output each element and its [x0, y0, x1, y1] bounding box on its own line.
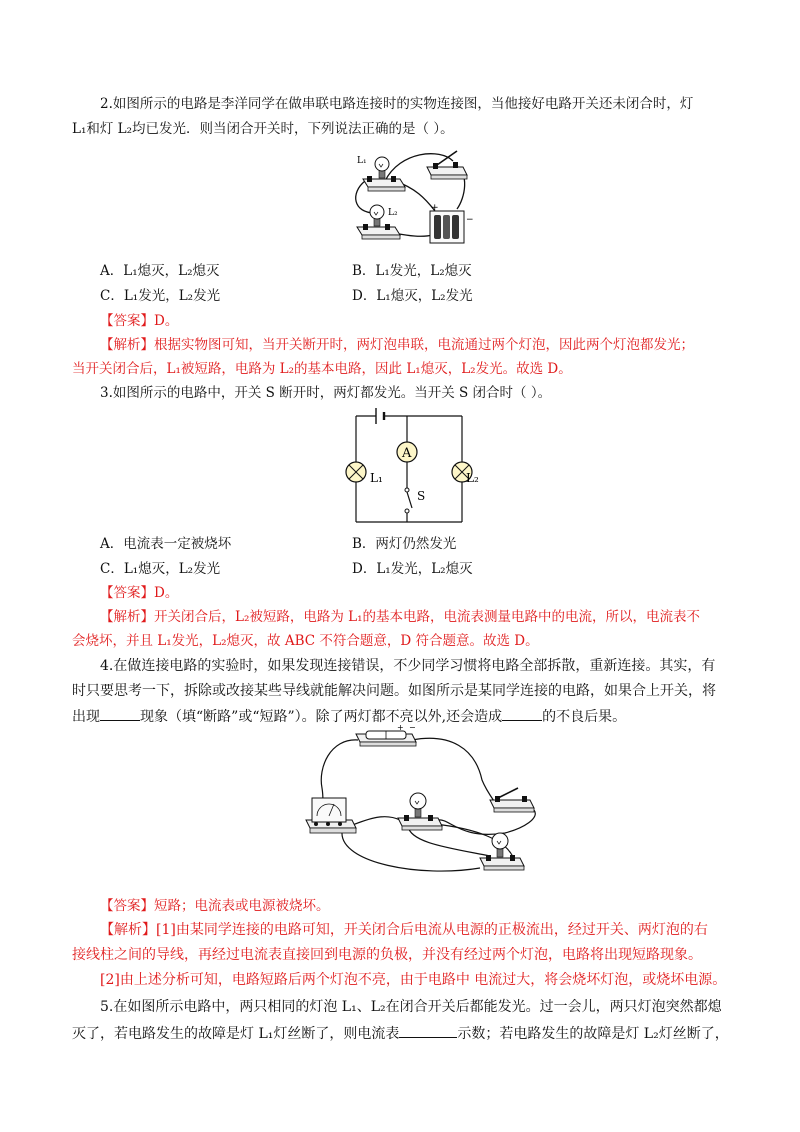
q2-option-c: C．L₁发光，L₂发光: [100, 288, 221, 304]
q3-analysis-line1: 【解析】开关闭合后，L₂被短路，电路为 L₁的基本电路，电流表测量电路中的电流，所以，电流表不: [100, 609, 701, 625]
q4-line3-part-a: 出现: [72, 709, 100, 725]
q2-fig-l2-label: L₂: [388, 208, 398, 218]
q3-option-d: D．L₁发光，L₂熄灭: [352, 561, 473, 577]
q5-line2-part-b: 示数；若电路发生的故障是灯 L₂灯丝断了，: [457, 1026, 729, 1042]
q4-answer: 【答案】短路；电流表或电源被烧坏。: [100, 898, 330, 914]
q4-line3-part-c: 的不良后果。: [542, 709, 627, 725]
q4-stem-line1: 4.在做连接电路的实验时，如果发现连接错误，不少同学习惯将电路全部拆散，重新连接。其实，有: [100, 658, 716, 674]
q2-fig-plus-label: +: [431, 203, 439, 213]
q4-fig-plus-label: +: [397, 723, 404, 732]
q4-stem-line3: [72, 706, 626, 727]
q4-stem-line2: 时只要思考一下，拆除或改接某些导线就能解决问题。如图所示是某同学连接的电路，如果合上开关，将: [72, 683, 716, 699]
q3-option-a: A．电流表一定被烧坏: [100, 536, 232, 552]
q4-physical-circuit-figure: [300, 723, 540, 888]
q4-line3-part-b: 现象（填“断路”或“短路”）。除了两灯都不亮以外,还会造成: [140, 709, 503, 725]
q3-option-c: C．L₁熄灭，L₂发光: [100, 561, 221, 577]
q2-stem-line2: L₁和灯 L₂均已发光．则当闭合开关时，下列说法正确的是（ ）。: [72, 121, 454, 137]
q2-analysis-line1: 【解析】根据实物图可知，当开关断开时，两灯泡串联，电流通过两个灯泡，因此两个灯泡都发光；: [100, 337, 694, 353]
q5-blank-1[interactable]: [399, 1023, 457, 1038]
q4-analysis-line1: 【解析】[1]由某同学连接的电路可知，开关闭合后电流从电源的正极流出，经过开关、两灯泡的右: [100, 922, 708, 938]
q2-analysis-line2: 当开关闭合后，L₁被短路，电路为 L₂的基本电路，因此 L₁熄灭，L₂发光。故选 D。: [72, 361, 572, 377]
q3-stem-line1: 3.如图所示的电路中，开关 S 断开时，两灯都发光。当开关 S 闭合时（ ）。: [100, 385, 552, 401]
q2-option-d: D．L₁熄灭，L₂发光: [352, 288, 473, 304]
q2-fig-l1-label: L₁: [357, 156, 367, 166]
q2-stem-line1: 2.如图所示的电路是李洋同学在做串联电路连接时的实物连接图，当他接好电路开关还未闭合时，灯: [100, 96, 694, 112]
q3-answer: 【答案】D。: [100, 585, 179, 601]
q5-stem-line2: [72, 1023, 729, 1044]
q4-analysis-line2: 接线柱之间的导线，再经过电流表直接回到电源的负极，并没有经过两个灯泡，电路将出现短路现象。: [72, 947, 702, 963]
q2-option-b: B．L₁发光，L₂熄灭: [352, 263, 472, 279]
q3-fig-ammeter-label: A: [402, 446, 412, 461]
q2-option-a: A．L₁熄灭，L₂熄灭: [100, 263, 220, 279]
q4-fig-minus-label: −: [409, 723, 416, 732]
q3-option-b: B．两灯仍然发光: [352, 536, 457, 552]
q3-fig-l1-label: L₁: [370, 471, 383, 485]
q2-fig-minus-label: −: [466, 215, 474, 225]
q3-fig-l2-label: L₂: [466, 471, 479, 485]
q5-line2-part-a: 灭了，若电路发生的故障是灯 L₁灯丝断了，则电流表: [72, 1026, 400, 1042]
q4-blank-1[interactable]: [100, 706, 140, 721]
q2-physical-circuit-figure: [345, 143, 475, 253]
q5-stem-line1: 5.在如图所示电路中，两只相同的灯泡 L₁、L₂在闭合开关后都能发光。过一会儿，两只灯泡突然都熄: [100, 999, 722, 1015]
q4-analysis-line3: [2]由上述分析可知，电路短路后两个灯泡不亮，由于电路中 电流过大，将会烧坏灯泡，或烧坏电源。: [100, 972, 727, 988]
q3-fig-switch-label: S: [417, 489, 426, 503]
q4-blank-2[interactable]: [502, 706, 542, 721]
q3-circuit-diagram: [340, 402, 480, 530]
q3-analysis-line2: 会烧坏，并且 L₁发光，L₂熄灭，故 ABC 不符合题意，D 符合题意。故选 D。: [72, 633, 539, 649]
q2-answer: 【答案】D。: [100, 313, 179, 329]
